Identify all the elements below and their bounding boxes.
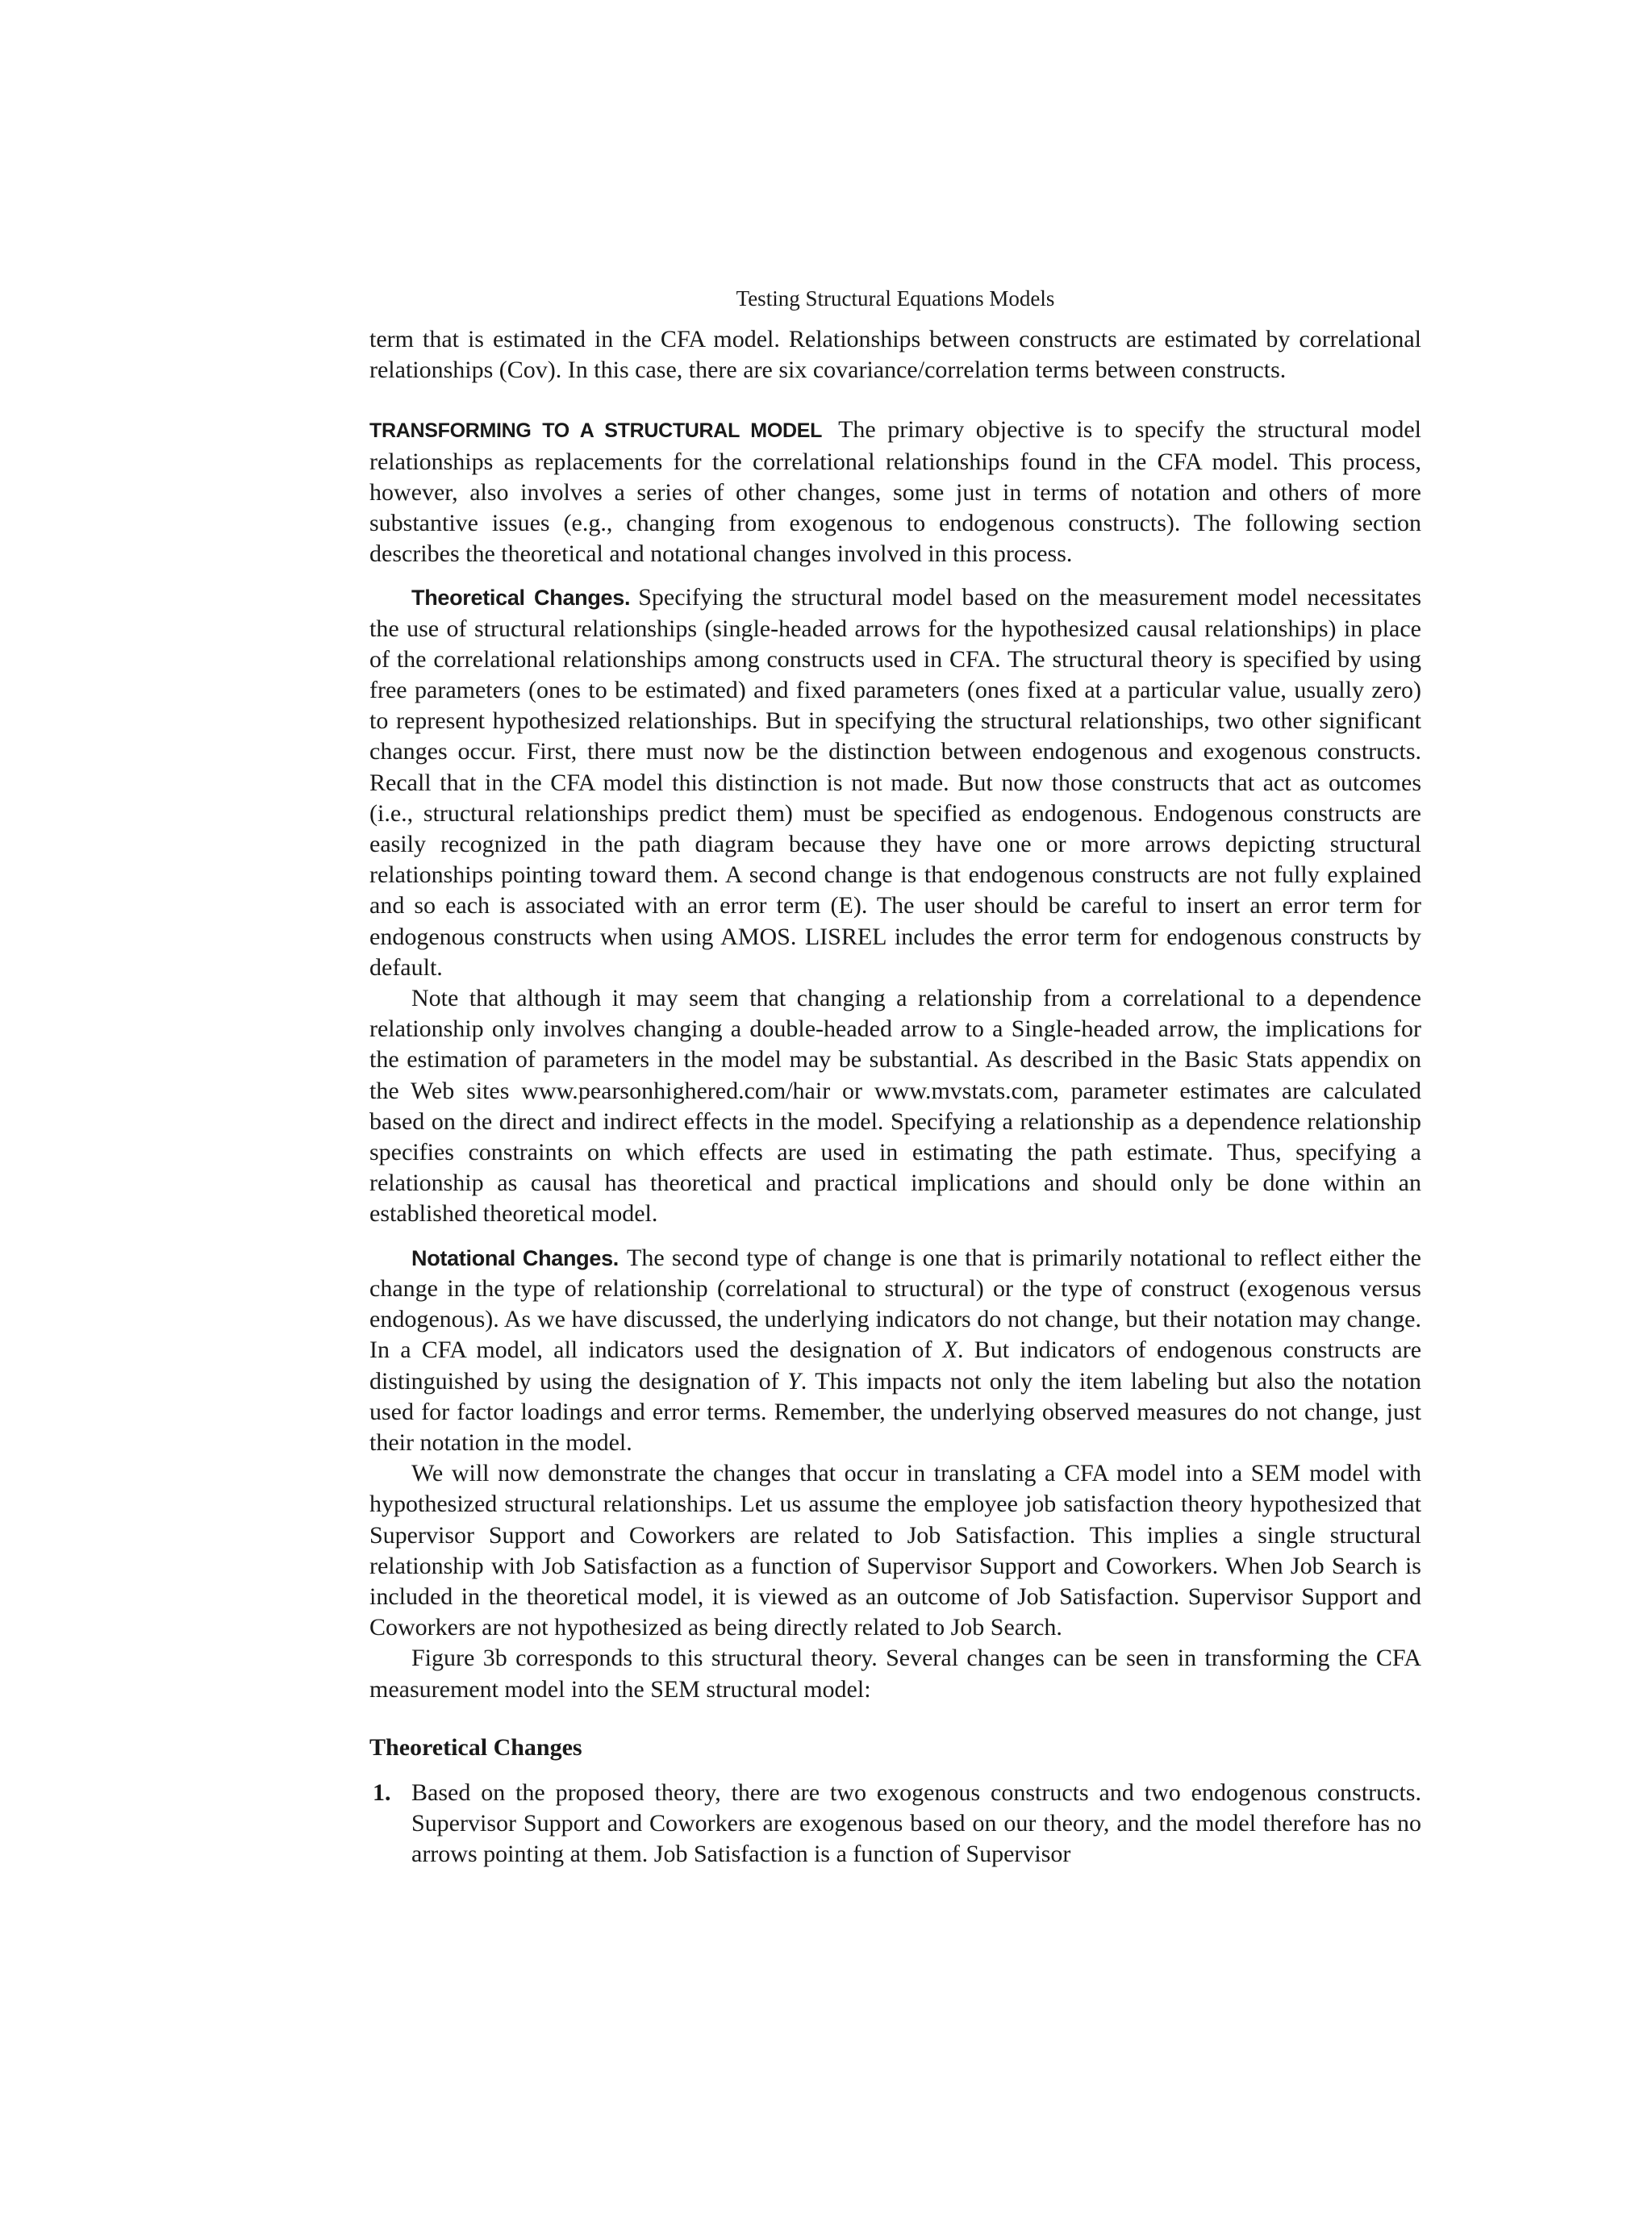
- section-transforming: [369, 415, 1421, 569]
- paragraph-demonstration: We will now demonstrate the changes that occur in translating a CFA model into a SEM model with hypothesized structural relationships. Let us assume the employee job satisfaction theory hypothesized that Supervisor Support and Coworkers are related to Job Satisfaction. This implies a single structural relationship with Job Satisfaction as a function of Supervisor Support and Coworkers. When Job Search is included in the theoretical model, it is viewed as an outcome of Job Satisfaction. Supervisor Support and Coworkers are not hypothesized as being directly related to Job Search.: [369, 1460, 1421, 1641]
- notational-text-c: . This impacts not only the item labeling but also the notation used for factor loadings and error terms. Remember, the underlying observed measures do not change, just their notation in the model.: [369, 1367, 1422, 1456]
- paragraph-dependence-note: Note that although it may seem that changing a relationship from a correlational to a dependence relationship only involves changing a double-headed arrow to a Single-headed arrow, the implications for the estimation of parameters in the model may be substantial. As described in the Basic Stats appendix on the Web sites www.pearsonhighered.com/hair or www.mvstats.com, parameter estimates are calculated based on the direct and indirect effects in the model. Specifying a relationship as a dependence relationship specifies constraints on which effects are used in estimating the path estimate. Thus, specifying a relationship as causal has theoretical and practical implications and should only be done within an established theoretical model.: [369, 985, 1421, 1228]
- notational-text-b: . But indicators of endogenous constructs are distinguished by using the designation of: [369, 1336, 1422, 1395]
- runin-heading-notational: Notational Changes.: [411, 1245, 620, 1270]
- paragraph-theoretical-changes: [369, 582, 1421, 983]
- list-item-text: Based on the proposed theory, there are two exogenous constructs and two endogenous constructs. Supervisor Support and Coworkers are exogenous based on our theory, and the model therefore has no arrows pointing at them. Job Satisfaction is a function of Supervisor: [411, 1778, 1421, 1868]
- running-head: Testing Structural Equations Models: [736, 286, 1055, 311]
- list-item: [369, 1778, 1421, 1870]
- paragraph-notational-changes: [369, 1243, 1421, 1458]
- paragraph-figure-reference: Figure 3b corresponds to this structural theory. Several changes can be seen in transforming the CFA measurement model into the SEM structural model:: [369, 1645, 1421, 1703]
- list-item-number: 1.: [373, 1778, 391, 1806]
- symbol-x: X: [942, 1336, 957, 1364]
- symbol-y: Y: [787, 1367, 801, 1395]
- section-transforming-text: The primary objective is to specify the structural model relationships as replacements for the correlational relationships found in the CFA model. This process, however, also involves a series of other changes, some just in terms of notation and others of more substantive issues (e.g., changing from exogenous to endogenous constructs). The following section describes the theoretical and notational changes involved in this process.: [369, 416, 1421, 568]
- subheading-theoretical-changes: Theoretical Changes: [369, 1733, 582, 1761]
- continued-paragraph: term that is estimated in the CFA model. Relationships between constructs are estimated by correlational relationships (Cov). In this case, there are six covariance/correlation terms between constructs.: [369, 326, 1421, 384]
- numbered-list: [369, 1778, 1421, 1870]
- notational-text-a: The second type of change is one that is primarily notational to reflect either the change in the type of relationship (correlational to structural) or the type of construct (exogenous versus endogenous). As we have discussed, the underlying indicators do not change, but their notation may change. In a CFA model, all indicators used the designation of: [369, 1244, 1421, 1364]
- section-heading-transforming: TRANSFORMING TO A STRUCTURAL MODEL: [369, 419, 823, 443]
- runin-heading-theoretical: Theoretical Changes.: [411, 586, 631, 611]
- theoretical-changes-text: Specifying the structural model based on the measurement model necessitates the use of structural relationships (single-headed arrows for the hypothesized causal relationships) in place of the correlational relationships among constructs used in CFA. The structural theory is specified by using free parameters (ones to be estimated) and fixed parameters (ones fixed at a particular value, usually zero) to represent hypothesized relationships. But in specifying the structural relationships, two other significant changes occur. First, there must now be the distinction between endogenous and exogenous constructs. Recall that in the CFA model this distinction is not made. But now those constructs that act as outcomes (i.e., structural relationships predict them) must be specified as endogenous. Endogenous constructs are easily recognized in the path diagram because they have one or more arrows depicting structural relationships pointing toward them. A second change is that endogenous constructs are not fully explained and so each is associated with an error term (E). The user should be careful to insert an error term for endogenous constructs when using AMOS. LISREL includes the error term for endogenous constructs by default.: [369, 584, 1421, 981]
- book-page: [369, 284, 1421, 1870]
